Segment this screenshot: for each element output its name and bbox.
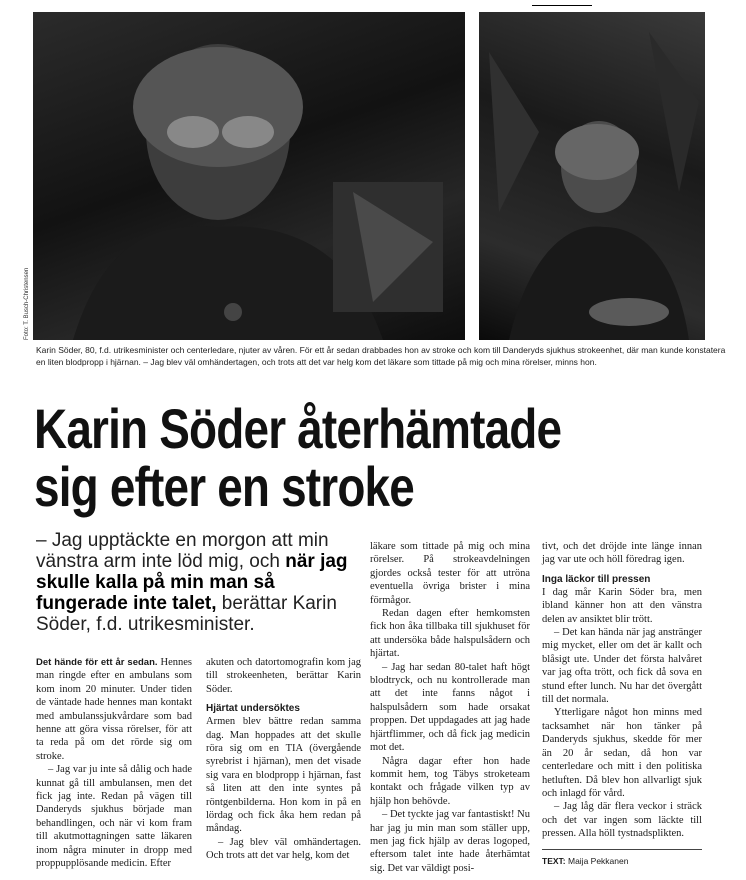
byline-label: TEXT: (542, 855, 566, 866)
headline (34, 397, 600, 518)
paragraph: – Det kan hända när jag anstränger mig mycket, eller om det är kallt och blåsigt ute. Under det första halvåret var jag ofta trött, och fick då sova en stund efter lunch. Nu har det övergått till det normala. (542, 627, 702, 706)
photo-karin-soder-outdoor (479, 12, 705, 340)
subheading-hjartat: Hjärtat undersöktes (206, 703, 300, 715)
photo-caption: Karin Söder, 80, f.d. utrikesminister och centerledare, njuter av våren. För ett år sedan drabbades hon av stroke och kom till Danderyds sjukhus strokeenhet, där man kunde konstatera en liten blodpropp i hjärnan. – Jag blev väl omhändertagen, och trots att det var helg kom det läkare som tittade på mig och mina rörelser, minns hon. (36, 345, 726, 367)
paragraph: – Jag blev väl omhändertagen. Och trots att det var helg, kom det (206, 836, 361, 862)
kicker: Det hände för ett år sedan. (36, 657, 158, 668)
byline (542, 849, 702, 868)
paragraph: Några dagar efter hon hade kommit hem, tog Täbys stroketeam kontakt och frågade vilken typ av hjälp hon behövde. (370, 755, 530, 807)
paragraph: akuten och datortomografin kom jag till strokeenheten, berättar Karin Söder. (206, 657, 361, 695)
paragraph: Armen blev bättre redan samma dag. Man hoppades att det skulle röra sig om en TIA (övergående syrebrist i hjärnan), men det visade sig vara en blodpropp i hjärnan, fast så liten att den inte syntes på röntgenbilderna. Hon kom in på en lördag och fick åka hem redan på måndag. (206, 716, 361, 835)
article-column-4 (542, 540, 702, 868)
article-column-1 (36, 656, 192, 871)
lead-text-2: berättar Karin Söder, f.d. utrikesminister. (36, 593, 337, 635)
paragraph: – Det tyckte jag var fantastiskt! Nu har jag ju min man som ställer upp, men jag fick hjälp av deras logoped, eftersom talet inte hade återhämtat sig. Det var väldigt posi- (370, 809, 530, 874)
paragraph: – Jag har sedan 80-talet haft högt blodtryck, och nu kontrollerade man att det inte fanns något i halspulsådern som hade orsakat proppen. Det uppdagades att jag hade hjärtflimmer, och då fick jag medicin mot det. (370, 661, 530, 754)
photo-credit: Foto: T. Busch-Christensen (24, 267, 30, 340)
article-column-2 (206, 656, 361, 863)
paragraph: I dag mår Karin Söder bra, men ibland känner hon att den vänstra delen av ansiktet blir trött. (542, 586, 702, 625)
headline-line-1: Karin Söder återhämtade (34, 397, 562, 460)
lead-text-1: – Jag upptäckte en morgon att min vänstra arm inte löd mig, och (36, 530, 329, 572)
paragraph: Ytterligare något hon minns med tacksamhet när hon tänker på Danderyds sjukhus, skedde för mer än 20 år sedan, då hon var centerledare och mitt i den politiska hetluften. Då blev hon allvarligt sjuk och inlagd för vård. (542, 707, 702, 799)
lead-paragraph (36, 530, 354, 635)
subheading-inga-lackor: Inga läckor till pressen (542, 573, 651, 585)
paragraph: tivt, och det dröjde inte länge innan jag var ute och höll föredrag igen. (542, 541, 702, 566)
headline-line-2: sig efter en stroke (34, 455, 414, 518)
top-rule (532, 5, 592, 6)
paragraph: Redan dagen efter hemkomsten fick hon åka tillbaka till sjukhuset för att undersöka både halspulsådern och hjärtat. (370, 608, 530, 660)
paragraph: Det hände för ett år sedan. Hennes man ringde efter en ambulans som kom inom 20 minuter. Under tiden de väntade hade hennes man kontakt med ambulanssjukvårdare som bad henne att göra vissa rörelser, för att ta reda på om det rörde sig om stroke. (36, 657, 192, 762)
paragraph: – Jag låg där flera veckor i sträck och det var ingen som läckte till pressen. Alla höll tystnadsplikten. (542, 801, 702, 840)
paragraph: – Jag var ju inte så dålig och hade kunnat gå till ambulansen, men det fick jag inte. Redan på vägen till Danderyds sjukhus började man behandlingen, och när vi kom fram till akutmottagningen satte läkaren inom några minuter in dropp med proppupplösande medicin. Efter (36, 764, 192, 870)
article-column-3 (370, 540, 530, 875)
photo-karin-soder-portrait (33, 12, 465, 340)
byline-author: Maija Pekkanen (565, 855, 629, 866)
paragraph: läkare som tittade på mig och mina rörelser. På strokeavdelningen gjordes också tester för att utröna eventuella övriga brister i mina förmågor. (370, 541, 530, 606)
lead-bold-quote: när jag skulle kalla på min man så fungerade inte talet, (36, 551, 348, 614)
